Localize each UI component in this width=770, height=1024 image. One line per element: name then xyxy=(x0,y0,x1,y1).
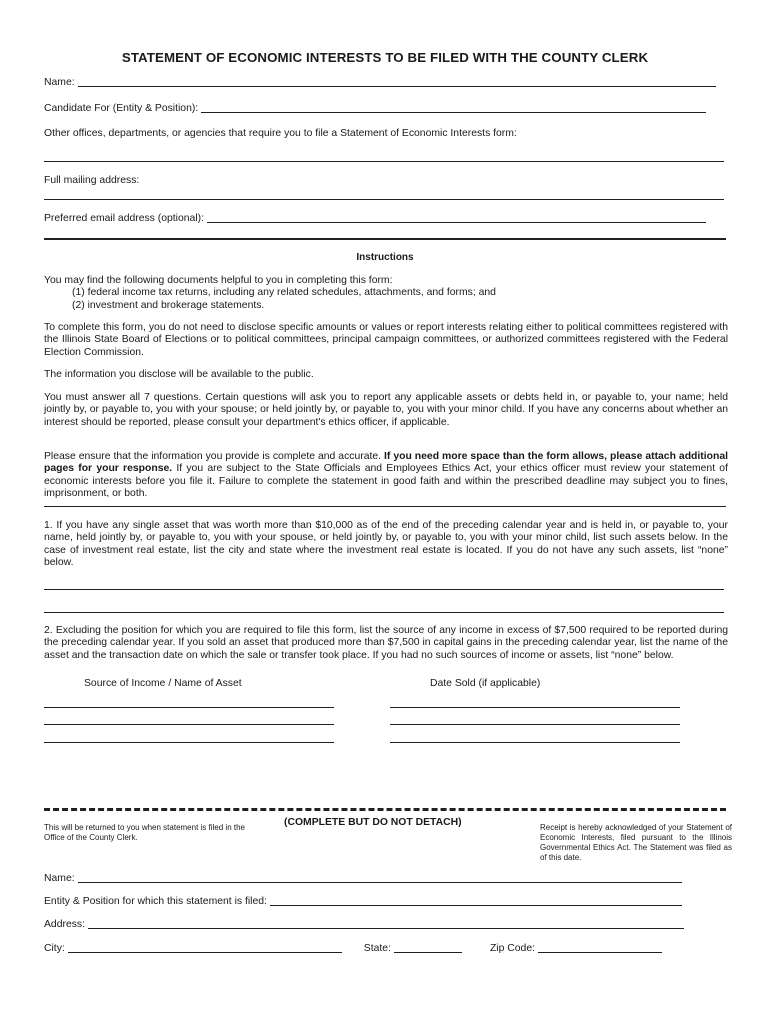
question-2-text: 2. Excluding the position for which you are required to file this form, list the source of any income in excess of $7,500 required to be reported during the preceding calendar year. If you sold an asset that produced more than $7,500 in capital gains in the preceding calendar year, list the name of the asset and the transaction date on which the sale or transfer took place. If you had no such sources of income or assets, list “none” below. xyxy=(44,625,728,661)
receipt-name-label: Name: xyxy=(44,873,75,884)
receipt-zip-label: Zip Code: xyxy=(489,943,536,954)
receipt-state-field[interactable] xyxy=(394,942,462,953)
date-answer-line-2[interactable] xyxy=(390,724,680,725)
question-1-text: 1. If you have any single asset that was worth more than $10,000 as of the end of the preceding calendar year and is held in, or payable to, your name, held jointly by, or payable to, you with your spouse, or held jointly by, or payable to, you with your minor child, list such assets below. In the case of investment real estate, list the city and state where the investment real estate is located. If you do not have any such assets, list “none” below. xyxy=(44,520,728,568)
other-offices-field[interactable] xyxy=(44,161,724,162)
source-answer-line-3[interactable] xyxy=(44,742,334,743)
mailing-label: Full mailing address: xyxy=(44,175,140,186)
date-answer-line-3[interactable] xyxy=(390,742,680,743)
instructions-p5-bold: If you need more space than the form allows, please attach additional pages for your response. xyxy=(44,451,728,475)
column-source-of-income: Source of Income / Name of Asset xyxy=(84,678,242,689)
instructions-paragraph-5 xyxy=(44,451,728,500)
question-divider xyxy=(44,506,726,507)
detach-dashed-line xyxy=(44,808,726,811)
instructions-p5-start: Please ensure that the information you provide is complete and accurate. xyxy=(44,451,382,462)
candidate-label: Candidate For (Entity & Position): xyxy=(44,103,199,114)
question-1-answer-line-2[interactable] xyxy=(44,612,724,613)
receipt-city-label: City: xyxy=(44,943,65,954)
receipt-address-field[interactable] xyxy=(88,918,684,929)
receipt-acknowledgement: Receipt is hereby acknowledged of your Statement of Economic Interests, filed pursuant to the Illinois Governmental Ethics Act. The Statement was filed as of this date. xyxy=(540,823,732,862)
detach-notice: (COMPLETE BUT DO NOT DETACH) xyxy=(284,817,462,828)
mailing-address-field[interactable] xyxy=(44,199,724,200)
receipt-address-row xyxy=(44,918,684,930)
instructions-intro: You may find the following documents helpful to you in completing this form: xyxy=(44,275,393,286)
name-row xyxy=(44,76,726,88)
receipt-address-label: Address: xyxy=(44,919,86,930)
receipt-city-row xyxy=(44,942,690,954)
instructions-p5-end: If you are subject to the State Officials and Employees Ethics Act, your ethics officer must review your statement of economic interests before you file it. Failure to complete the statement in good faith and within the prescribed deadline may subject you to fines, imprisonment, or both. xyxy=(44,463,728,499)
receipt-city-field[interactable] xyxy=(68,942,342,953)
candidate-field[interactable] xyxy=(201,102,706,113)
source-answer-line-2[interactable] xyxy=(44,724,334,725)
instructions-paragraph-1 xyxy=(44,275,728,312)
receipt-entity-row xyxy=(44,895,682,907)
instructions-paragraph-4: You must answer all 7 questions. Certain questions will ask you to report any applicable assets or debts held in, or payable to, your name; held jointly by, or payable to, you with your spouse; or held jointly by, or payable to, you with your minor child. If you have any concerns about whether an interest should be reported, please consult your department's ethics officer, if applicable. xyxy=(44,392,728,428)
other-offices-row xyxy=(44,128,726,139)
email-row xyxy=(44,212,726,224)
instructions-item-1: (1) federal income tax returns, including any related schedules, attachments, and forms; and xyxy=(72,287,496,299)
receipt-state-label: State: xyxy=(363,943,391,954)
name-label: Name: xyxy=(44,77,75,88)
name-field[interactable] xyxy=(78,76,716,87)
receipt-name-row xyxy=(44,872,682,884)
instructions-paragraph-2: To complete this form, you do not need to disclose specific amounts or values or report interests relating either to political committees registered with the Illinois State Board of Elections or to political committees, principal campaign committees, or authorized committees registered with the Federal Election Commission. xyxy=(44,322,728,358)
email-field[interactable] xyxy=(207,212,706,223)
question-1-answer-line-1[interactable] xyxy=(44,589,724,590)
return-note: This will be returned to you when statement is filed in the Office of the County Clerk. xyxy=(44,823,245,842)
section-divider xyxy=(44,238,726,240)
instructions-item-2: (2) investment and brokerage statements. xyxy=(72,299,265,311)
instructions-heading: Instructions xyxy=(356,252,414,263)
receipt-entity-label: Entity & Position for which this statement is filed: xyxy=(44,896,267,907)
column-date-sold: Date Sold (if applicable) xyxy=(430,678,541,689)
mailing-row xyxy=(44,175,726,186)
email-label: Preferred email address (optional): xyxy=(44,213,204,224)
candidate-row xyxy=(44,102,726,114)
form-title: STATEMENT OF ECONOMIC INTERESTS TO BE FILED WITH THE COUNTY CLERK xyxy=(121,50,649,65)
other-offices-label: Other offices, departments, or agencies that require you to file a Statement of Economic Interests form: xyxy=(44,128,517,139)
receipt-entity-field[interactable] xyxy=(270,895,682,906)
receipt-zip-field[interactable] xyxy=(538,942,662,953)
instructions-paragraph-3: The information you disclose will be available to the public. xyxy=(44,369,314,380)
date-answer-line-1[interactable] xyxy=(390,707,680,708)
source-answer-line-1[interactable] xyxy=(44,707,334,708)
receipt-name-field[interactable] xyxy=(78,872,682,883)
